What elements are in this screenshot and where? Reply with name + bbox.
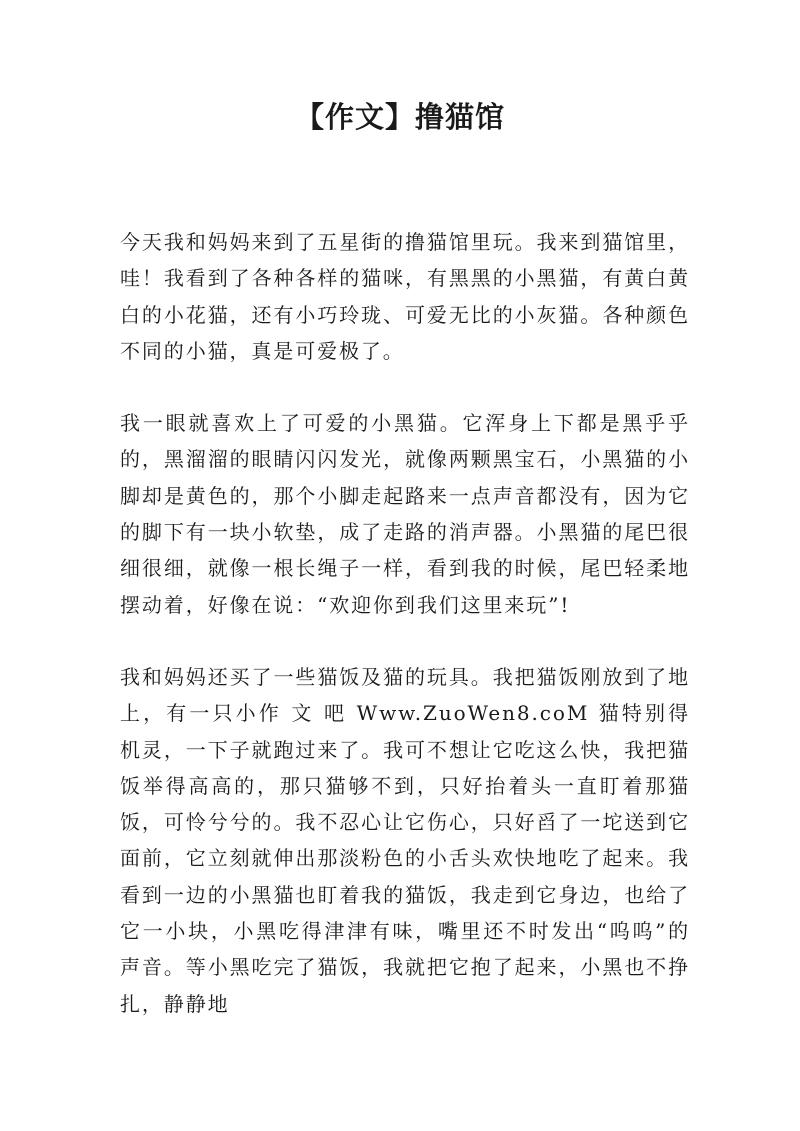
document-title: 【作文】撸猫馆 [294,100,505,134]
document-body [120,224,690,1058]
paragraph-2: 我一眼就喜欢上了可爱的小黑猫。它浑身上下都是黑乎乎的，黑溜溜的眼睛闪闪发光，就像两颗黑宝石，小黑猫的小脚却是黄色的，那个小脚走起路来一点声音都没有，因为它的脚下有一块小软垫，成了走路的消声器。小黑猫的尾巴很细很细，就像一根长绳子一样，看到我的时候，尾巴轻柔地摆动着，好像在说：“欢迎你到我们这里来玩”! [120,411,690,617]
paragraph-1: 今天我和妈妈来到了五星街的撸猫馆里玩。我来到猫馆里，哇！我看到了各种各样的猫咪，有黑黑的小黑猫，有黄白黄白的小花猫，还有小巧玲珑、可爱无比的小灰猫。各种颜色不同的小猫，真是可爱极了。 [120,230,690,363]
paragraph-3: 我和妈妈还买了一些猫饭及猫的玩具。我把猫饭刚放到了地上，有一只小作 文 吧 Www.ZuoWen8.coM 猫特别得机灵，一下子就跑过来了。我可不想让它吃这么快，我把猫饭举得高高的，那只猫够不到，只好抬着头一直盯着那猫饭，可怜兮兮的。我不忍心让它伤心，只好舀了一坨送到它面前，它立刻就伸出那淡粉色的小舌头欢快地吃了起来。我看到一边的小黑猫也盯着我的猫饭，我走到它身边，也给了它一小块，小黑吃得津津有味，嘴里还不时发出“呜呜”的声音。等小黑吃完了猫饭，我就把它抱了起来，小黑也不挣扎，静静地 [120,664,690,1016]
